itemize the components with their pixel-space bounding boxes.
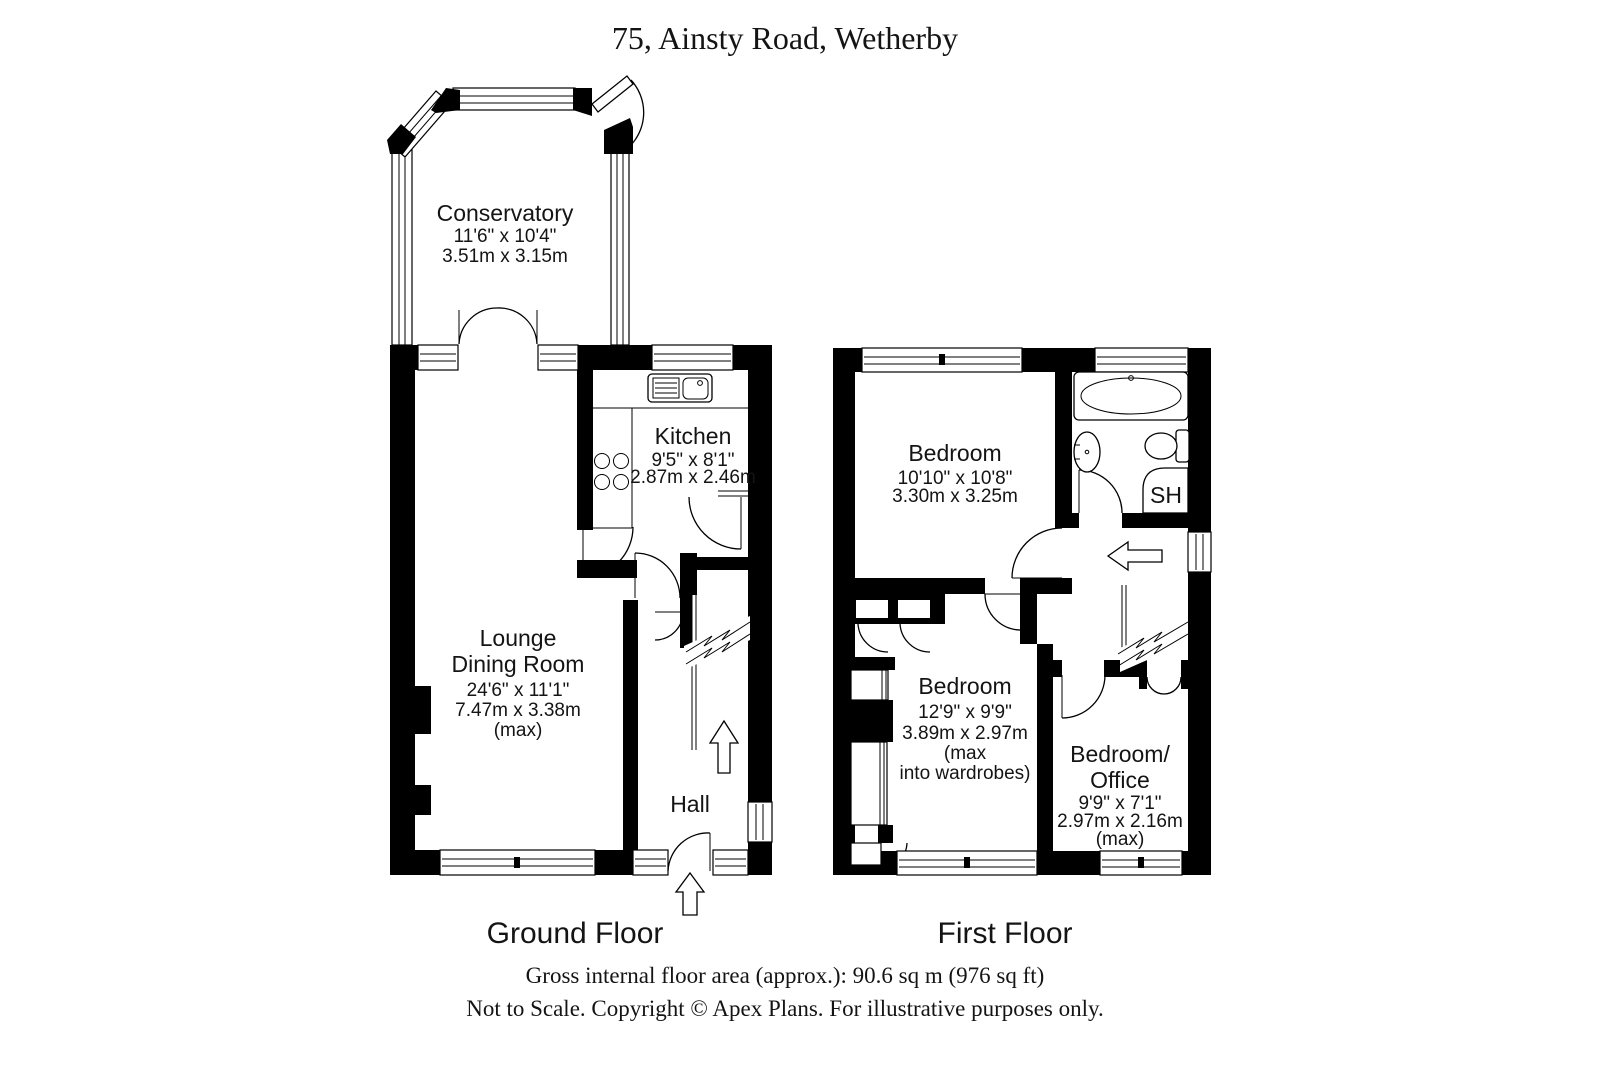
shower-label: SH	[1150, 482, 1182, 508]
room-dim: 9'9" x 7'1"	[1078, 793, 1162, 814]
room-dim: 2.87m x 2.46m	[630, 467, 756, 488]
room-dim: 24'6" x 11'1"	[466, 680, 570, 701]
kitchen-wall	[577, 370, 593, 530]
room-dim: 2.97m x 2.16m	[1057, 811, 1183, 832]
room-dim: 7.47m x 3.38m	[455, 700, 581, 721]
room-label: Hall	[670, 791, 710, 817]
room-label: Kitchen	[654, 423, 732, 449]
chimney-breast	[415, 785, 431, 815]
floor-area-text: Gross internal floor area (approx.): 90.6 sq m (976 sq ft)	[525, 963, 1045, 988]
bath-icon	[1074, 372, 1188, 420]
ground-floor-caption: Ground Floor	[486, 917, 664, 950]
room-dim: (max	[943, 743, 987, 764]
room-dim: (max)	[493, 720, 543, 741]
room-dim: 3.89m x 2.97m	[902, 723, 1028, 744]
kitchen-sink-icon	[648, 374, 712, 402]
room-dim: 3.51m x 3.15m	[442, 246, 568, 267]
basin-icon	[1074, 432, 1100, 472]
room-label: Bedroom	[908, 440, 1002, 466]
room-label: Bedroom	[918, 673, 1012, 699]
room-dim: (max)	[1095, 829, 1145, 850]
toilet-icon	[1145, 430, 1189, 462]
room-label: Bedroom/	[1070, 741, 1170, 767]
bedroom1-wall	[1055, 372, 1072, 528]
room-dim: 3.30m x 3.25m	[892, 486, 1018, 507]
room-label: Dining Room	[451, 651, 585, 677]
room-label: Office	[1090, 767, 1150, 793]
room-label: Conservatory	[436, 200, 574, 226]
chimney-breast	[415, 686, 431, 734]
room-dim: 11'6" x 10'4"	[453, 226, 557, 247]
first-floor-caption: First Floor	[937, 917, 1073, 950]
room-dim: 9'5" x 8'1"	[651, 450, 735, 471]
page-title: 75, Ainsty Road, Wetherby	[611, 20, 959, 56]
hall-divider-wall	[623, 600, 638, 850]
disclaimer-text: Not to Scale. Copyright © Apex Plans. For illustrative purposes only.	[466, 996, 1104, 1021]
room-dim: into wardrobes)	[899, 763, 1031, 784]
room-dim: 12'9" x 9'9"	[918, 702, 1012, 723]
room-dim: 10'10" x 10'8"	[897, 468, 1013, 489]
bedroom-divider-wall	[1037, 644, 1053, 853]
room-label: Lounge	[479, 625, 557, 651]
